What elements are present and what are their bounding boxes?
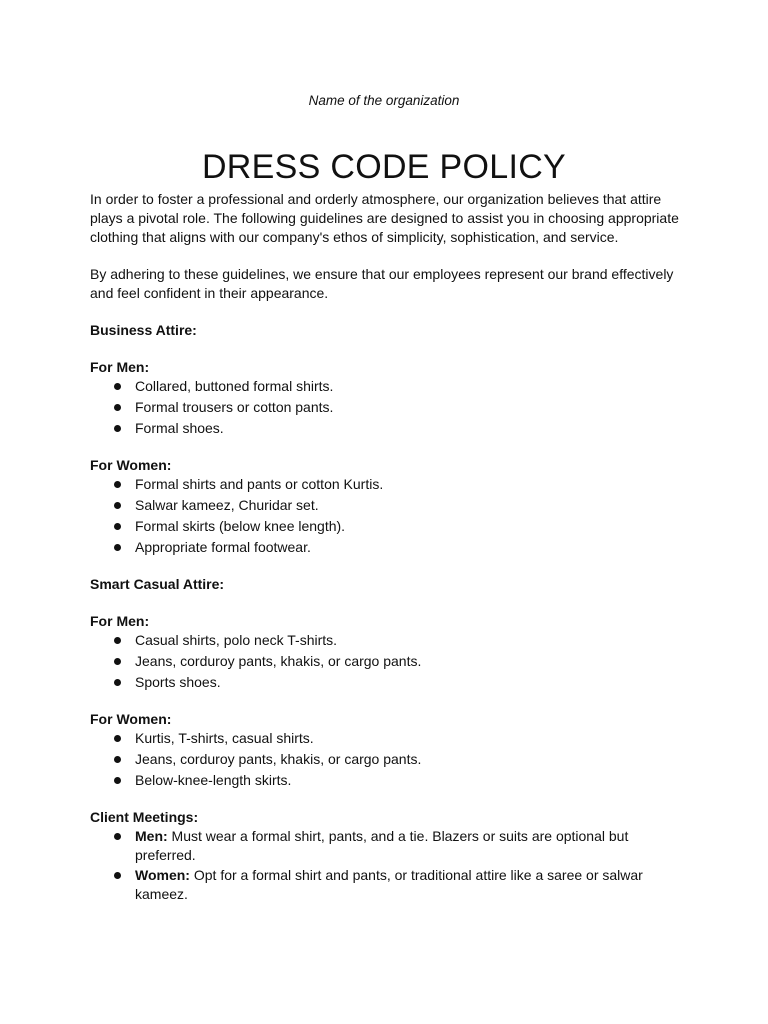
list-item-text: Formal shirts and pants or cotton Kurtis. <box>135 476 384 492</box>
client-meetings-heading: Client Meetings: <box>90 809 199 825</box>
business-women-list <box>90 475 680 557</box>
list-item <box>90 729 680 748</box>
list-item <box>90 496 680 515</box>
business-men-list <box>90 377 680 438</box>
list-item-text: Appropriate formal footwear. <box>135 539 311 555</box>
bullet-icon <box>114 502 121 509</box>
intro-paragraph-1: In order to foster a professional and orderly atmosphere, our organization believes that attire plays a pivotal role. The following guidelines are designed to assist you in choosing appropriate clothing that aligns with our company's ethos of simplicity, sophistication, and service. <box>90 191 679 245</box>
list-item <box>90 866 680 904</box>
list-item <box>90 673 680 692</box>
list-item <box>90 652 680 671</box>
business-men-heading: For Men: <box>90 359 150 375</box>
organization-name: Name of the organization <box>308 93 460 108</box>
list-item-text: Collared, buttoned formal shirts. <box>135 378 334 394</box>
list-item-text: Casual shirts, polo neck T-shirts. <box>135 632 338 648</box>
list-item-text: Kurtis, T-shirts, casual shirts. <box>135 730 314 746</box>
list-item-text: Opt for a formal shirt and pants, or traditional attire like a saree or salwar kameez. <box>135 867 643 902</box>
bullet-icon <box>114 658 121 665</box>
list-item-text: Formal shoes. <box>135 420 224 436</box>
list-item-text: Below-knee-length skirts. <box>135 772 292 788</box>
list-item-text: Formal skirts (below knee length). <box>135 518 346 534</box>
business-attire-heading: Business Attire: <box>90 322 197 338</box>
list-item <box>90 475 680 494</box>
bullet-icon <box>114 735 121 742</box>
list-item <box>90 517 680 536</box>
list-item-text: Must wear a formal shirt, pants, and a tie. Blazers or suits are optional but preferred. <box>135 828 629 863</box>
bullet-icon <box>114 383 121 390</box>
business-women-heading: For Women: <box>90 457 172 473</box>
list-item <box>90 377 680 396</box>
bullet-icon <box>114 523 121 530</box>
casual-men-heading: For Men: <box>90 613 150 629</box>
list-item-text: Salwar kameez, Churidar set. <box>135 497 319 513</box>
smart-casual-heading: Smart Casual Attire: <box>90 576 225 592</box>
bullet-icon <box>114 833 121 840</box>
casual-men-list <box>90 631 680 692</box>
list-item-label: Women: <box>135 867 190 883</box>
list-item <box>90 538 680 557</box>
list-item <box>90 419 680 438</box>
page-title: DRESS CODE POLICY <box>201 148 567 186</box>
list-item-text: Jeans, corduroy pants, khakis, or cargo pants. <box>135 751 422 767</box>
bullet-icon <box>114 425 121 432</box>
document-body <box>90 190 680 922</box>
casual-women-list <box>90 729 680 790</box>
list-item-text: Jeans, corduroy pants, khakis, or cargo pants. <box>135 653 422 669</box>
intro-paragraph-2: By adhering to these guidelines, we ensure that our employees represent our brand effectively and feel confident in their appearance. <box>90 266 674 301</box>
bullet-icon <box>114 679 121 686</box>
casual-women-heading: For Women: <box>90 711 172 727</box>
bullet-icon <box>114 777 121 784</box>
bullet-icon <box>114 637 121 644</box>
list-item <box>90 750 680 769</box>
client-meetings-list <box>90 827 680 904</box>
bullet-icon <box>114 756 121 763</box>
list-item <box>90 631 680 650</box>
bullet-icon <box>114 872 121 879</box>
list-item-text: Sports shoes. <box>135 674 221 690</box>
list-item-label: Men: <box>135 828 168 844</box>
bullet-icon <box>114 404 121 411</box>
bullet-icon <box>114 544 121 551</box>
bullet-icon <box>114 481 121 488</box>
list-item <box>90 771 680 790</box>
list-item <box>90 398 680 417</box>
list-item-text: Formal trousers or cotton pants. <box>135 399 334 415</box>
list-item <box>90 827 680 865</box>
